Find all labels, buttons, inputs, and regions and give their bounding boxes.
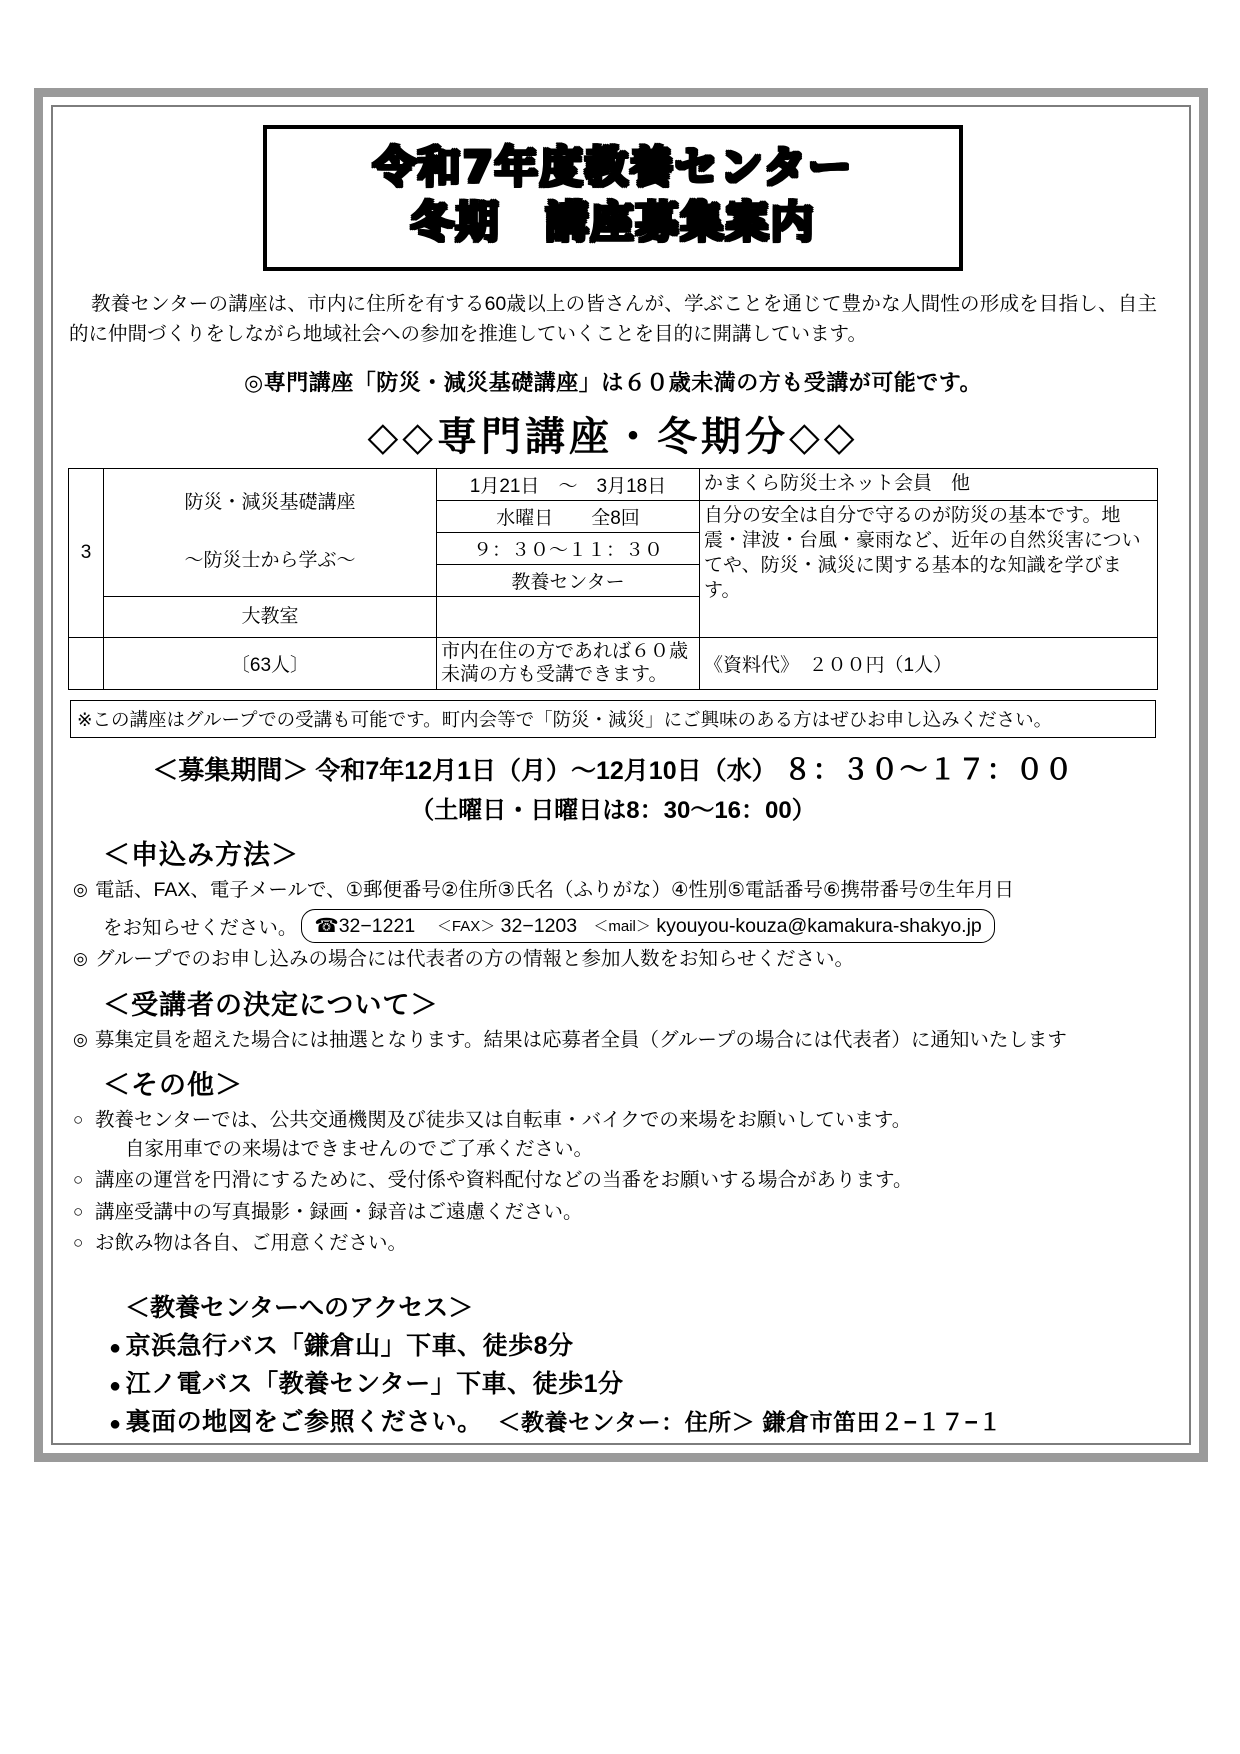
course-name-cell: [104, 468, 437, 596]
contact-fax-label: ＜FAX＞: [436, 918, 496, 936]
page-border-outer: [34, 88, 1208, 1462]
bullet-mark: ◎: [73, 949, 88, 969]
decision-heading: ＜受講者の決定について＞: [103, 989, 439, 1020]
contact-box: [301, 909, 994, 943]
course-room-placeholder: [104, 596, 437, 637]
apply-item-2-text: グループでのお申し込みの場合には代表者の方の情報と参加人数をお知らせください。: [95, 948, 854, 971]
access-row-1-text: 京浜急行バス「鎌倉山」下車、徒歩8分: [125, 1332, 574, 1361]
others-item-text: 講座の運営を円滑にするために、受付係や資料配付などの当番をお願いする場合があります。: [95, 1169, 913, 1192]
apply-item-2: [73, 945, 1161, 974]
others-item-sub: 自家用車での来場はできませんのでご了承ください。: [125, 1138, 594, 1161]
bullet-dot-icon: ●: [109, 1413, 122, 1436]
others-item-text: [95, 1106, 1161, 1165]
apply-item-1-text: 電話、FAX、電子メールで、①郵便番号②住所③氏名（ふりがな）④性別⑤電話番号⑥携帯番号⑦生年月日: [95, 879, 1014, 902]
bullet-dot-icon: ●: [109, 1375, 122, 1398]
course-weekday: 水曜日 全8回: [437, 500, 700, 532]
flyer-content: [65, 111, 1161, 1438]
group-application-note: ※この講座はグループでの受講も可能です。町内会等で「防災・減災」にご興味のある方はぜひお申し込みください。: [70, 700, 1156, 738]
eligibility-notice: ◎専門講座「防災・減災基礎講座」は６０歳未満の方も受講が可能です。: [244, 369, 982, 395]
decision-text: 募集定員を超えた場合には抽選となります。結果は応募者全員（グループの場合には代表者）に通知いたします: [95, 1028, 1067, 1051]
bullet-mark: ○: [73, 1170, 84, 1190]
others-item: [73, 1106, 1161, 1165]
others-item-text: お飲み物は各自、ご用意ください。: [95, 1231, 408, 1254]
title-line-2: 冬期 講座募集案内: [410, 198, 816, 249]
access-row-2: [109, 1364, 1161, 1400]
title-line-1: 令和7年度教養センター: [372, 143, 854, 193]
course-place: 教養センター: [437, 564, 700, 596]
apply-item-1: [73, 876, 1161, 905]
course-name-sub: 〜防災士から学ぶ〜: [184, 550, 356, 571]
application-period: [65, 748, 1161, 788]
access-address: 鎌倉市笛田２−１７−１: [762, 1409, 1002, 1436]
access-row-2-text: 江ノ電バス「教養センター」下車、徒歩1分: [125, 1370, 624, 1399]
contact-mail-label: ＜mail＞: [593, 918, 651, 936]
access-address-label: ＜教養センター：住所＞: [497, 1409, 756, 1436]
contact-line: [103, 909, 1161, 943]
course-number-blank: [69, 637, 104, 690]
access-row-1: [109, 1326, 1161, 1362]
others-item-main: 教養センターでは、公共交通機関及び徒歩又は自転車・バイクでの来場をお願いしています。: [95, 1108, 912, 1131]
course-fee: 《資料代》 ２００円（1人）: [700, 637, 1158, 690]
course-number: 3: [69, 468, 104, 637]
course-time: ９：３０〜１１：３０: [437, 532, 700, 564]
others-item: [73, 1229, 1161, 1258]
table-row: [69, 637, 1158, 690]
course-instructor: かまくら防災士ネット会員 他: [700, 468, 1158, 500]
bullet-mark: ◎: [73, 1029, 88, 1049]
section-heading: ◇◇専門講座・冬期分◇◇: [367, 414, 859, 459]
others-item: [73, 1166, 1161, 1195]
bullet-dot-icon: ●: [109, 1337, 122, 1360]
contact-tel: ☎32−1221: [314, 915, 416, 938]
others-heading: ＜その他＞: [103, 1069, 243, 1100]
contact-mail[interactable]: kyouyou-kouza@kamakura-shakyo.jp: [656, 915, 982, 938]
course-capacity: 〔63人〕: [104, 637, 437, 690]
access-heading: ＜教養センターへのアクセス＞: [125, 1294, 474, 1323]
course-dates: 1月21日 〜 3月18日: [437, 468, 700, 500]
course-eligibility: 市内在住の方であれば６０歳未満の方も受講できます。: [437, 637, 700, 690]
bullet-mark: ○: [73, 1232, 84, 1252]
decision-item: [73, 1026, 1161, 1055]
course-table: [68, 468, 1158, 691]
title-box: [263, 125, 963, 271]
contact-fax: 32−1203: [500, 915, 578, 938]
access-row-3-text: 裏面の地図をご参照ください。: [125, 1408, 483, 1437]
application-period-weekend: （土曜日・日曜日は8：30〜16：00）: [410, 797, 816, 825]
others-item: [73, 1198, 1161, 1227]
access-row-3: [109, 1402, 1161, 1438]
application-period-dates: 令和7年12月1日（月）〜12月10日（水）: [315, 757, 777, 786]
apply-heading: ＜申込み方法＞: [103, 840, 299, 871]
application-period-label: ＜募集期間＞: [152, 755, 309, 786]
course-description: 自分の安全は自分で守るのが防災の基本です。地震・津波・台風・豪雨など、近年の自然災害についてや、防災・減災に関する基本的な知識を学びます。: [700, 500, 1158, 637]
others-item-text: 講座受講中の写真撮影・録画・録音はご遠慮ください。: [95, 1200, 583, 1223]
bullet-mark: ○: [73, 1201, 84, 1221]
course-name-main: 防災・減災基礎講座: [184, 491, 356, 513]
application-period-time: ８：３０〜１７：００: [783, 754, 1074, 786]
bullet-mark: ○: [73, 1109, 84, 1129]
intro-paragraph: 教養センターの講座は、市内に住所を有する60歳以上の皆さんが、学ぶことを通じて豊かな人間性の形成を目指し、自主的に仲間づくりをしながら地域社会への参加を推進していくことを目的に開講しています。: [69, 293, 1157, 346]
bullet-mark: ◎: [73, 880, 88, 900]
course-room-spacer: [437, 596, 700, 637]
apply-item-1-cont: をお知らせください。: [103, 917, 298, 940]
table-row: [69, 468, 1158, 500]
course-room: 大教室: [241, 605, 299, 627]
